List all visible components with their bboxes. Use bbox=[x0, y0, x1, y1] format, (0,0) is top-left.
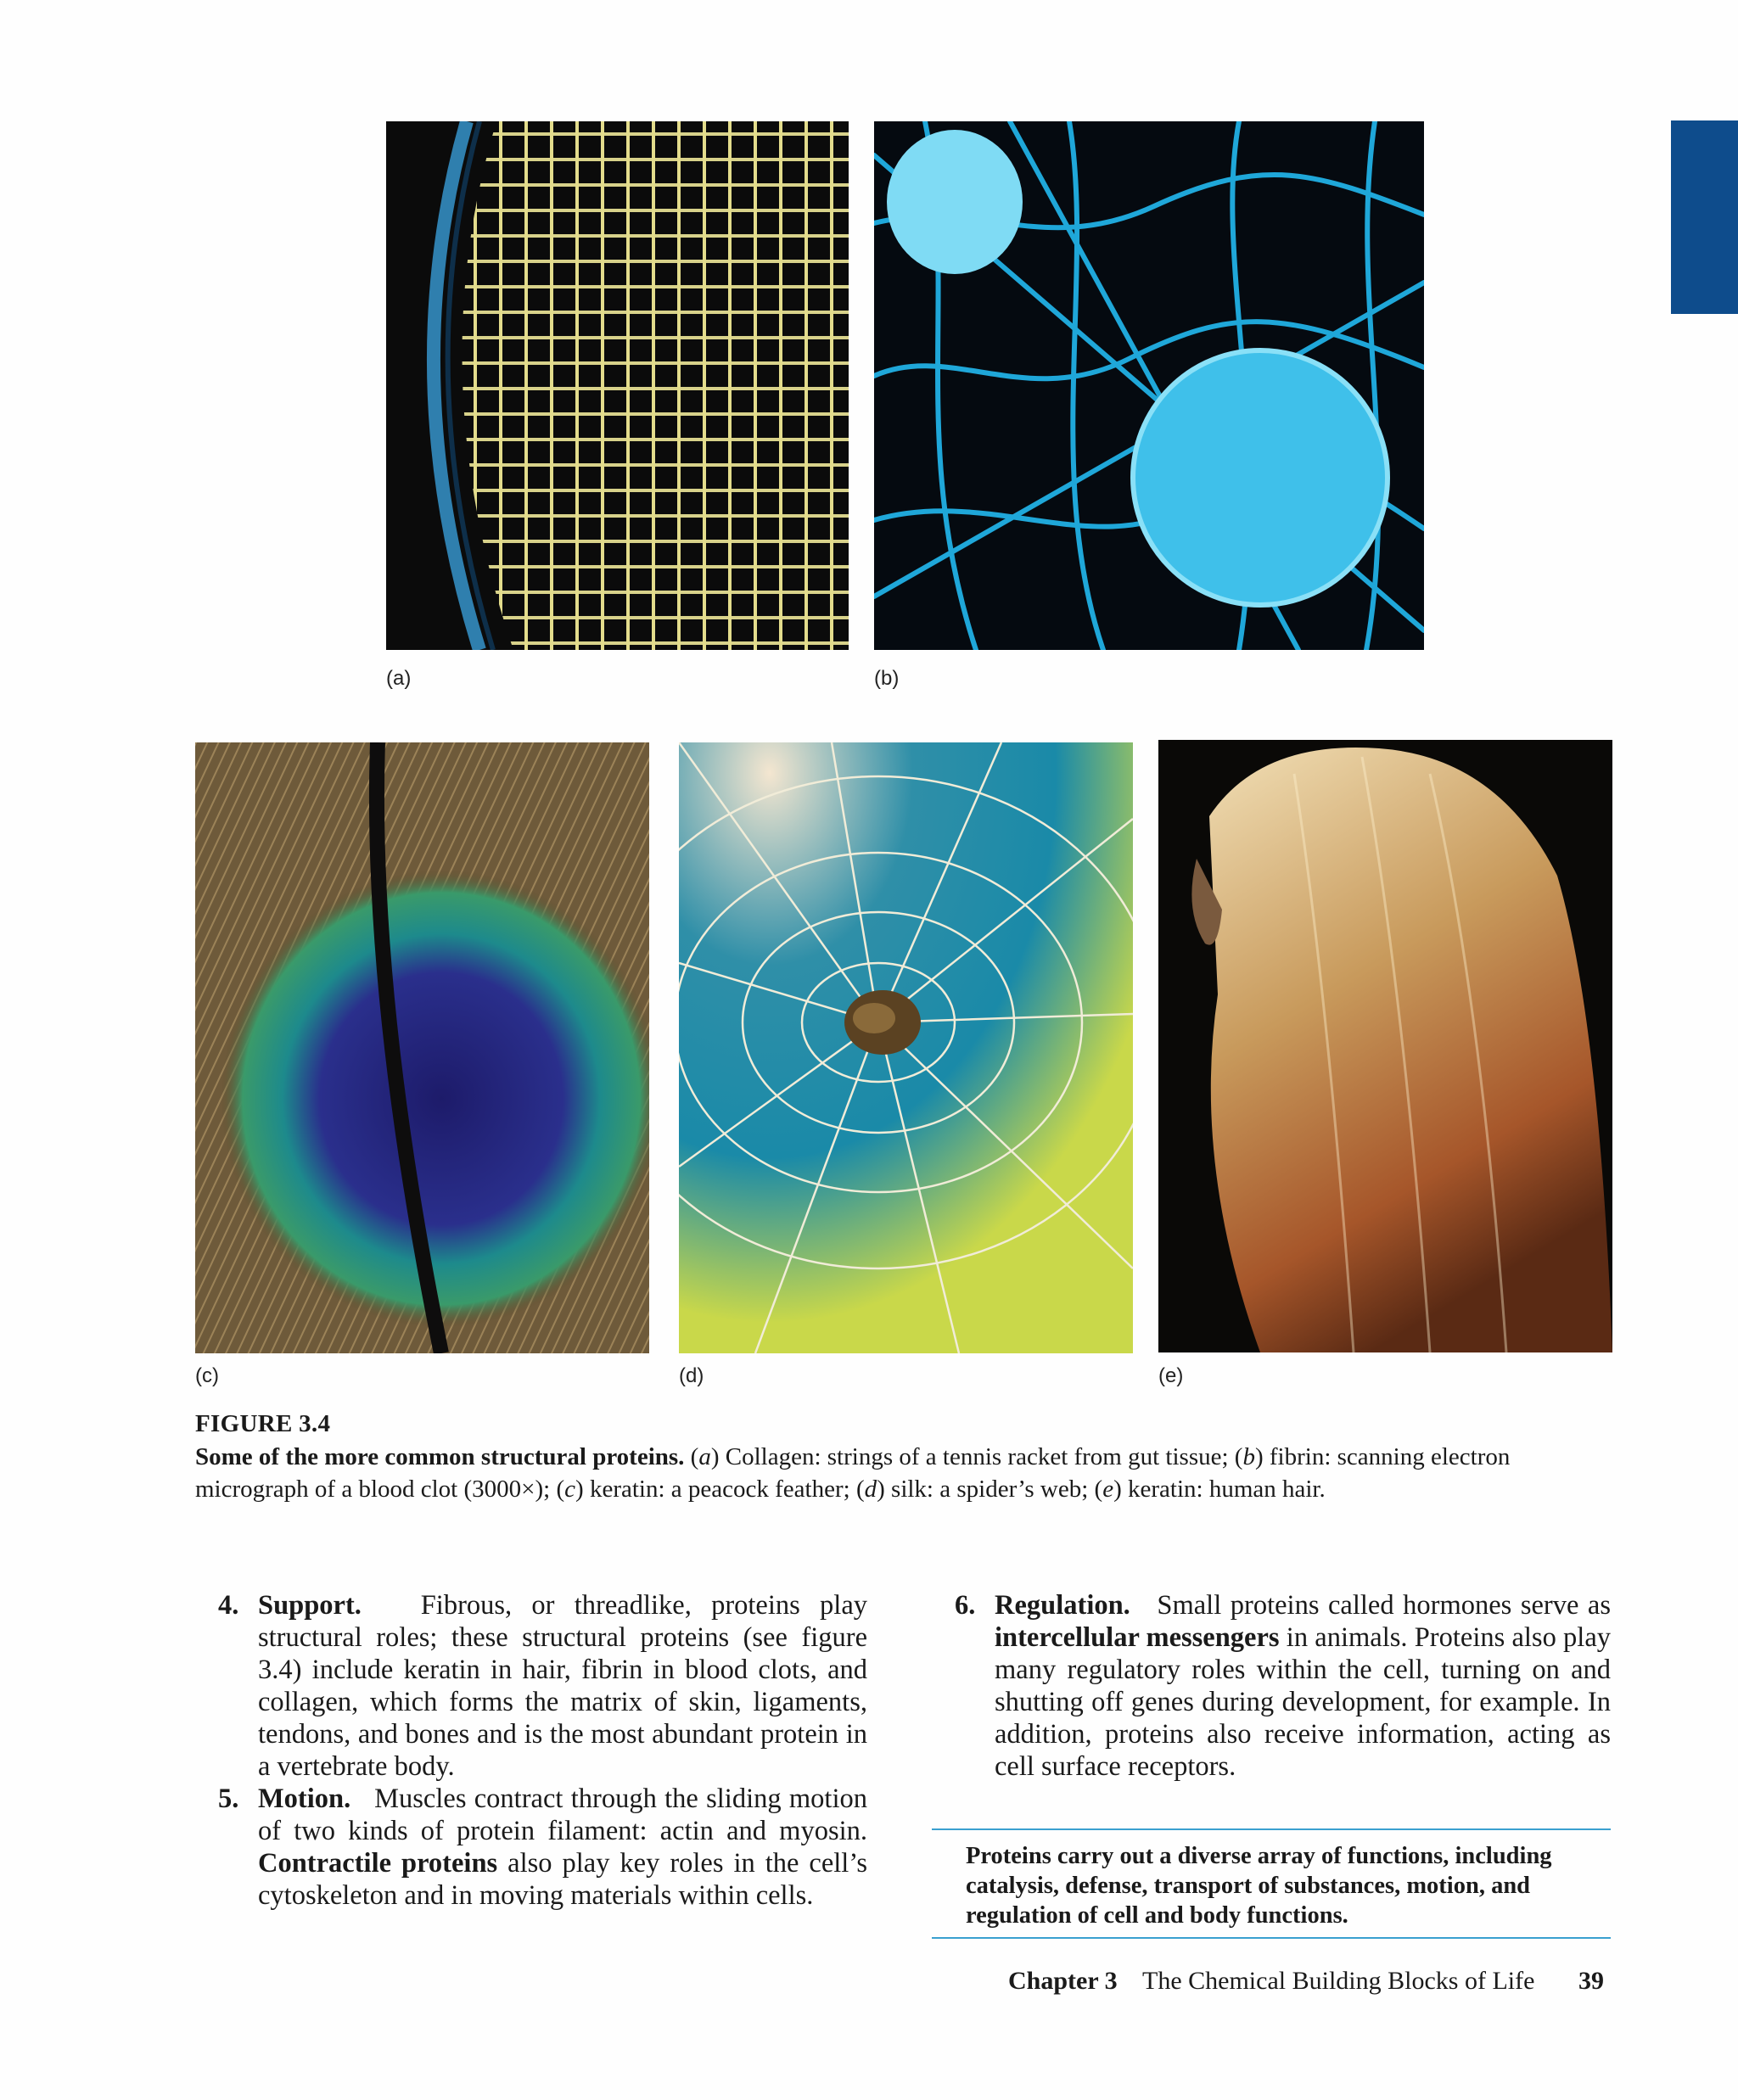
item-heading: Motion. bbox=[258, 1784, 351, 1814]
panel-label-e: (e) bbox=[1158, 1364, 1184, 1387]
photo-tennis-racket bbox=[386, 121, 849, 650]
item-heading: Regulation. bbox=[995, 1590, 1130, 1621]
footer-chapter: Chapter 3 bbox=[1008, 1967, 1118, 1995]
item-heading: Support. bbox=[258, 1590, 362, 1621]
panel-label-a: (a) bbox=[386, 667, 412, 690]
item-term: intercellular messengers bbox=[995, 1622, 1280, 1653]
photo-peacock-feather bbox=[195, 742, 649, 1353]
caption-part: fibrin: scanning electron micrograph of a blood clot (3000×); bbox=[195, 1443, 1511, 1503]
right-column bbox=[955, 1589, 1612, 1783]
summary-text: Proteins carry out a diverse array of functions, including catalysis, defense, transport of substances, motion, and regulation of cell and body functions. bbox=[966, 1843, 1552, 1929]
caption-lead: Some of the more common structural proteins. bbox=[195, 1443, 685, 1470]
caption-part: keratin: human hair. bbox=[1128, 1476, 1326, 1503]
panel-label-d: (d) bbox=[679, 1364, 704, 1387]
footer-title: The Chemical Building Blocks of Life bbox=[1142, 1967, 1535, 1995]
panel-label-c: (c) bbox=[195, 1364, 219, 1387]
caption-part: keratin: a peacock feather; bbox=[589, 1476, 850, 1503]
summary-top-rule bbox=[932, 1828, 1611, 1830]
caption-label: d bbox=[864, 1476, 877, 1503]
photo-human-hair bbox=[1158, 740, 1612, 1352]
list-item-motion bbox=[218, 1783, 867, 1912]
chapter-tab bbox=[1671, 120, 1738, 314]
figure-caption: Some of the more common structural proteins. (a) Collagen: strings of a tennis racket from gut tissue; (b) fibrin: scanning electron micrograph of a blood clot (3000×); (c) keratin: a peacock feather; (d) silk: a spider’s web; (e) keratin: human hair. bbox=[195, 1443, 1511, 1503]
photo-spider-web bbox=[679, 742, 1133, 1353]
caption-part: Collagen: strings of a tennis racket from gut tissue; bbox=[725, 1443, 1229, 1470]
caption-label: a bbox=[698, 1443, 711, 1470]
page-number: 39 bbox=[1578, 1967, 1604, 1995]
item-text: Small proteins called hormones serve as bbox=[1157, 1590, 1611, 1621]
caption-label: c bbox=[564, 1476, 576, 1503]
item-number: 4. bbox=[218, 1590, 239, 1621]
item-term: Contractile proteins bbox=[258, 1848, 498, 1879]
item-text: in animals. Proteins also play many regulatory roles within the cell, turning on and shutting off genes during development, for example. In addition, proteins also receive information, acting as cell surface receptors. bbox=[995, 1622, 1612, 1782]
caption-label: b bbox=[1242, 1443, 1255, 1470]
summary-bottom-rule bbox=[932, 1937, 1611, 1939]
list-item-support bbox=[218, 1589, 867, 1783]
item-number: 6. bbox=[955, 1590, 976, 1621]
item-text: Muscles contract through the sliding motion of two kinds of protein filament: actin and myosin. bbox=[258, 1784, 867, 1846]
caption-label: e bbox=[1102, 1476, 1114, 1503]
photo-fibrin-micrograph bbox=[874, 121, 1424, 650]
list-item-regulation bbox=[955, 1589, 1612, 1783]
figure-number: FIGURE 3.4 bbox=[195, 1410, 331, 1437]
caption-part: silk: a spider’s web; bbox=[891, 1476, 1089, 1503]
panel-label-b: (b) bbox=[874, 667, 900, 690]
item-number: 5. bbox=[218, 1784, 239, 1814]
item-text: also play key roles in the cell’s cytoskeleton and in moving materials within cells. bbox=[258, 1848, 867, 1911]
left-column bbox=[218, 1589, 867, 1912]
item-text: Fibrous, or threadlike, proteins play structural roles; these structural proteins (see figure 3.4) include keratin in hair, fibrin in blood clots, and collagen, which forms the matrix of skin, ligaments, tendons, and bones and is the most abundant protein in a vertebrate body. bbox=[258, 1590, 867, 1782]
